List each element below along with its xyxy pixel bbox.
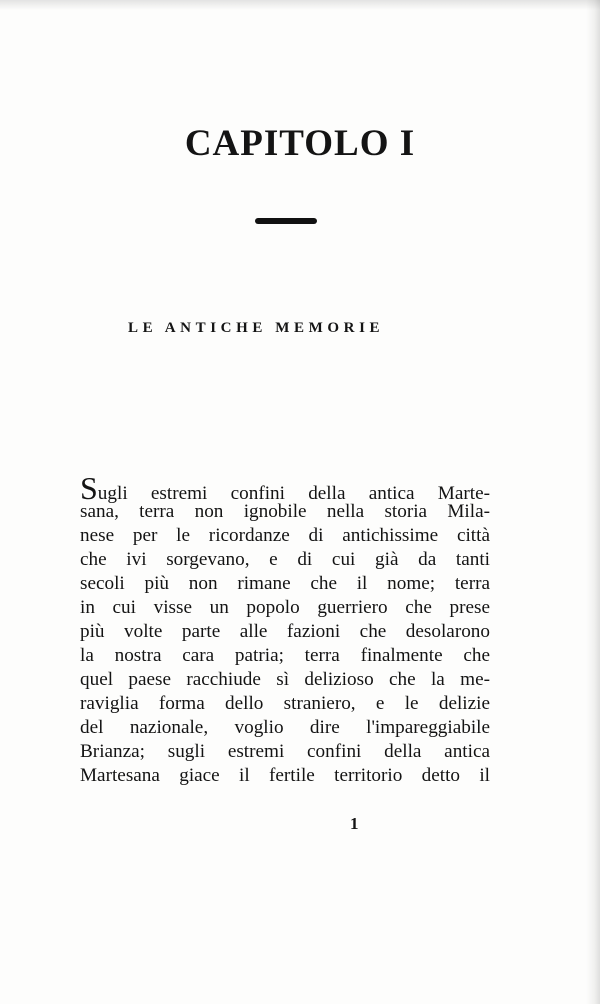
text-line: Martesana giace il fertile territorio detto il — [80, 765, 490, 786]
body-paragraph — [80, 470, 490, 788]
text-line: in cui visse un popolo guerriero che prese — [80, 597, 490, 618]
drop-cap: S — [80, 470, 98, 506]
text-line: quel paese racchiude sì delizioso che la me- — [80, 669, 490, 690]
page-number: 1 — [350, 814, 359, 833]
text-line: più volte parte alle fazioni che desolarono — [80, 621, 490, 642]
text-line: raviglia forma dello straniero, e le delizie — [80, 693, 490, 714]
chapter-title: CAPITOLO I — [184, 123, 416, 164]
page-top-shadow — [0, 0, 600, 10]
text-line: che ivi sorgevano, e di cui già da tanti — [80, 549, 490, 570]
chapter-subtitle: LE ANTICHE MEMORIE — [128, 320, 385, 336]
text-line: Brianza; sugli estremi confini della antica — [80, 741, 490, 762]
text-line-content: ugli estremi confini della antica Marte- — [97, 483, 490, 504]
text-line: nese per le ricordanze di antichissime città — [80, 525, 490, 546]
text-line: secoli più non rimane che il nome; terra — [80, 573, 490, 594]
text-line: del nazionale, voglio dire l'impareggiabile — [80, 717, 490, 738]
text-line — [80, 470, 490, 506]
text-line: la nostra cara patria; terra finalmente che — [80, 645, 490, 666]
ornamental-rule — [255, 218, 317, 224]
text-line: sana, terra non ignobile nella storia Mila- — [80, 501, 490, 522]
